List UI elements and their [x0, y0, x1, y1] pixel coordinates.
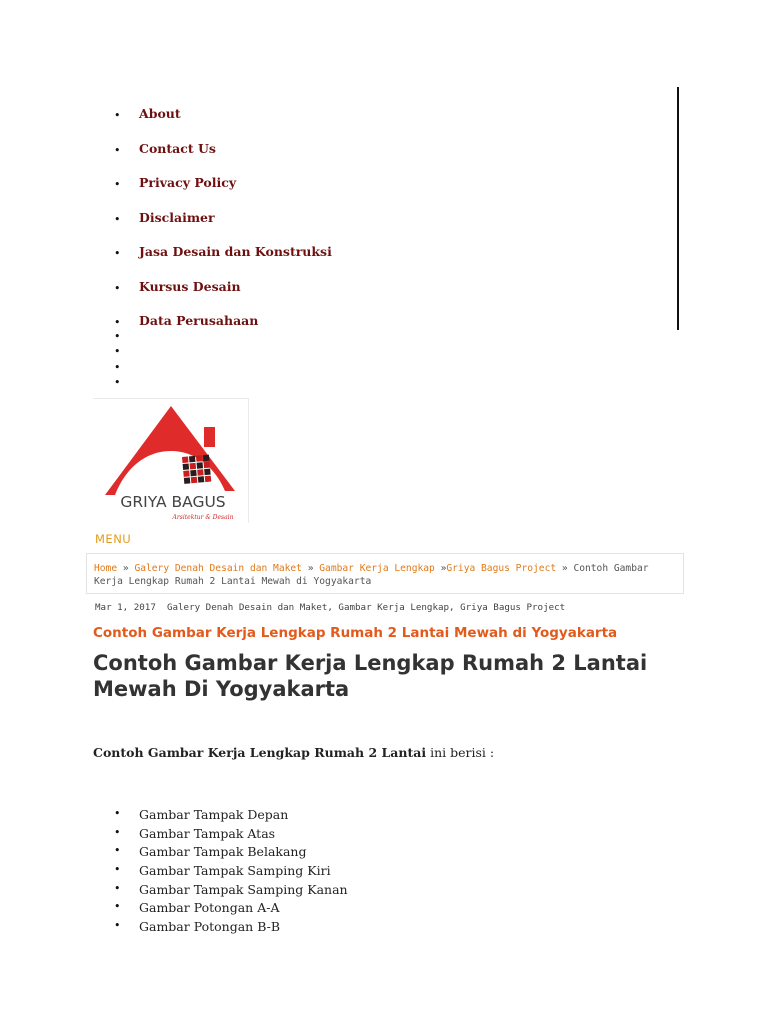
intro-bold: Contoh Gambar Kerja Lengkap Rumah 2 Lantai — [93, 745, 427, 760]
nav-link-contact-us[interactable]: Contact Us — [139, 140, 216, 156]
nav-item-contact — [0, 139, 600, 174]
nav-link-about[interactable]: About — [139, 106, 181, 121]
breadcrumb-separator: » — [434, 563, 447, 574]
page-title: Contoh Gambar Kerja Lengkap Rumah 2 Lantai Mewah Di Yogyakarta — [93, 651, 648, 701]
breadcrumb-separator: » — [301, 563, 320, 574]
bullet: • — [114, 212, 121, 226]
bullet: • — [114, 316, 121, 329]
nav-item-data — [0, 311, 600, 346]
bullet: • — [114, 330, 121, 343]
list-item-text: Gambar Tampak Belakang — [139, 844, 307, 860]
bullet: • — [114, 844, 121, 858]
nav-link-data-perusahaan[interactable]: Data Perusahaan — [139, 313, 259, 328]
menu-toggle[interactable]: MENU — [95, 532, 132, 546]
nav-link-disclaimer[interactable]: Disclaimer — [139, 209, 215, 225]
bullet: • — [114, 247, 121, 260]
breadcrumb-galery-link[interactable]: Galery Denah Desain dan Maket — [134, 563, 302, 574]
logo-tagline-text: Arsitektur & Desain — [172, 514, 234, 521]
nav-item-kursus — [0, 277, 600, 312]
bullet: • — [114, 109, 121, 122]
nav-item-disclaimer — [0, 208, 600, 243]
intro-rest: ini berisi : — [426, 745, 495, 760]
breadcrumb-separator: » — [117, 563, 135, 574]
list-item-text: Gambar Potongan B-B — [139, 919, 281, 935]
post-categories[interactable]: Galery Denah Desain dan Maket, Gambar Kerja Lengkap, Griya Bagus Project — [166, 602, 566, 613]
bullet: • — [114, 178, 121, 191]
breadcrumb-project-link[interactable]: Griya Bagus Project — [446, 563, 557, 574]
bullet: • — [114, 345, 121, 359]
site-logo[interactable] — [93, 398, 249, 523]
nav-link-privacy-policy[interactable]: Privacy Policy — [139, 175, 237, 190]
vertical-divider — [677, 87, 679, 330]
list-item-text: Gambar Tampak Samping Kanan — [139, 881, 348, 897]
bullet: • — [114, 375, 121, 389]
nav-link-jasa-desain[interactable]: Jasa Desain dan Konstruksi — [139, 244, 332, 259]
bullet: • — [114, 825, 121, 839]
house-roof-logo-icon — [93, 399, 248, 523]
post-meta — [95, 602, 565, 613]
nav-item-privacy — [0, 173, 600, 208]
breadcrumb — [86, 553, 684, 594]
list-item-text: Gambar Tampak Samping Kiri — [139, 863, 331, 879]
list-item-text: Gambar Potongan A-A — [139, 900, 280, 916]
nav-link-kursus-desain[interactable]: Kursus Desain — [139, 278, 241, 294]
nav-item-jasa — [0, 242, 600, 277]
bullet: • — [114, 281, 121, 295]
bullet: • — [114, 881, 121, 895]
breadcrumb-separator: » — [556, 563, 574, 574]
bullet: • — [114, 919, 121, 933]
bullet: • — [114, 900, 121, 914]
post-date: Mar 1, 2017 — [95, 602, 156, 613]
top-nav-list — [0, 104, 600, 346]
breadcrumb-gambar-kerja-link[interactable]: Gambar Kerja Lengkap — [319, 563, 435, 574]
list-item-text: Gambar Tampak Atas — [139, 825, 276, 841]
intro-paragraph — [93, 745, 494, 760]
bullet: • — [114, 360, 121, 374]
breadcrumb-current: Contoh Gambar Kerja Lengkap Rumah 2 Lantai Mewah di Yogyakarta — [94, 563, 649, 587]
bullet: • — [114, 143, 121, 157]
bullet: • — [114, 807, 121, 820]
post-title-link[interactable]: Contoh Gambar Kerja Lengkap Rumah 2 Lantai Mewah di Yogyakarta — [93, 625, 618, 641]
nav-item-about — [0, 104, 600, 139]
breadcrumb-home-link[interactable]: Home — [94, 563, 118, 574]
bullet: • — [114, 863, 121, 877]
logo-brand-text: GRIYA BAGUS — [120, 493, 226, 511]
list-item-text: Gambar Tampak Depan — [139, 807, 289, 822]
